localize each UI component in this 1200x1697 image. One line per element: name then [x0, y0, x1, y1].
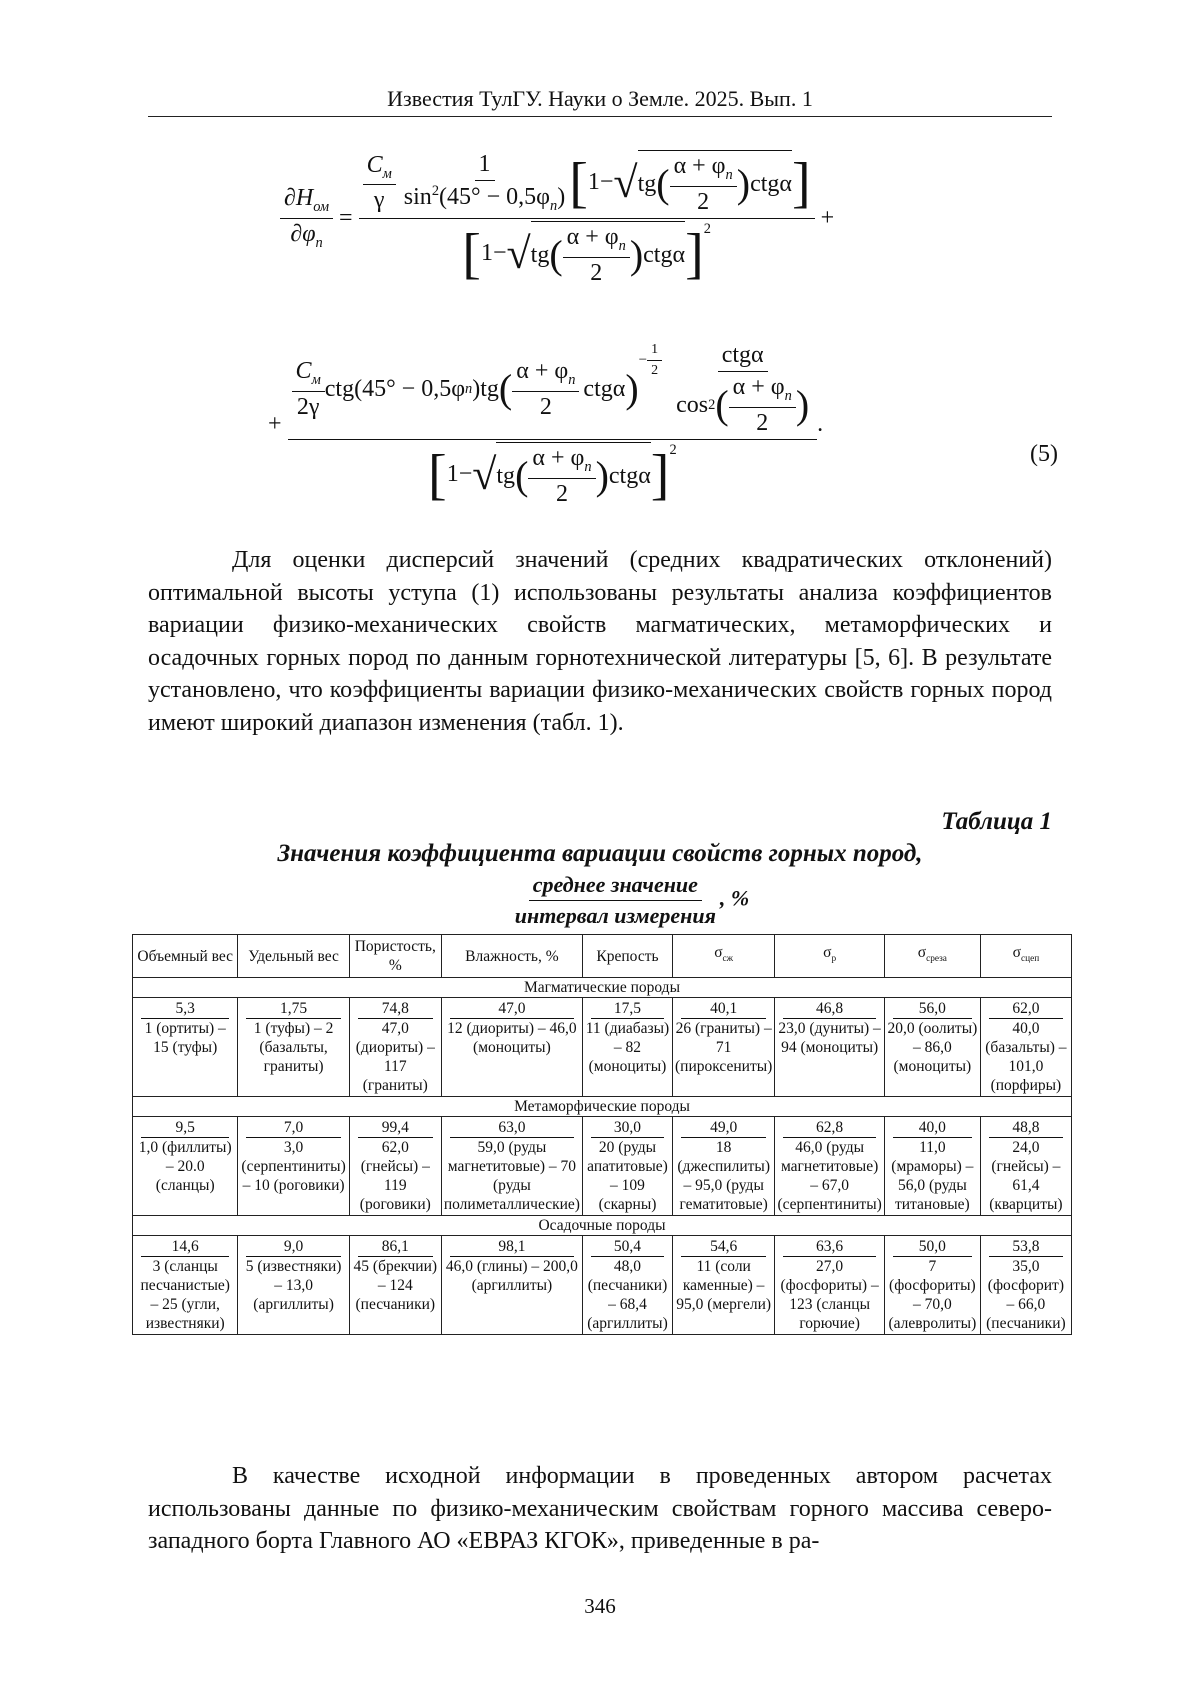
page-number: 346	[584, 1594, 616, 1618]
mean-value: 30,0	[591, 1118, 664, 1138]
column-header: $\sigma_{среза}$	[884, 935, 980, 978]
mean-value: 62,8	[783, 1118, 876, 1138]
mean-value: 99,4	[358, 1118, 433, 1138]
table-cell	[441, 998, 582, 1097]
table-cell	[238, 1117, 349, 1216]
column-header: Объемный вес	[133, 935, 238, 978]
mean-value: 46,8	[783, 999, 876, 1019]
table-cell	[673, 1236, 775, 1335]
table-cell	[775, 1117, 885, 1216]
rock-group-label: Осадочные породы	[133, 1216, 1072, 1236]
range-value: 26 (граниты) – 71 (пироксениты)	[675, 1020, 773, 1075]
table-row	[133, 998, 1072, 1097]
range-value: 18 (джеспилиты) – 95,0 (руды гематитовые)	[677, 1139, 770, 1213]
range-value: 62,0 (гнейсы) – 119 (роговики)	[359, 1139, 431, 1213]
range-value: 1 (туфы) – 2 (базальты, граниты)	[253, 1020, 334, 1075]
main-fraction-1: $\frac{C_м}{\gamma}$ $\frac{1}{\sin^2(45^\circ - 0,5\varphi_n)}$ [ 1− √ tg ( $\frac{\alpha + \varphi_n}{2}$ ) ctgα ] [ 1− √ tg ( $\frac{\alpha + \varphi_n}{2}$ ) ctgα ] $^2$	[359, 150, 815, 287]
mean-value: 63,6	[783, 1237, 876, 1257]
range-value: 3,0 (серпентиниты) – 10 (роговики)	[241, 1139, 346, 1194]
table-cell	[349, 1236, 441, 1335]
mean-value: 40,1	[681, 999, 766, 1019]
cm-over-gamma: $\frac{C_м}{\gamma}$	[363, 152, 396, 215]
table-title: Значения коэффициента вариации свойств горных пород,	[277, 840, 923, 867]
mean-value: 98,1	[450, 1237, 574, 1257]
range-value: 12 (диориты) – 46,0 (моноциты)	[447, 1020, 577, 1056]
table-cell	[582, 1117, 672, 1216]
range-value: 1 (ортиты) – 15 (туфы)	[144, 1020, 226, 1056]
table-cell	[238, 1236, 349, 1335]
table-cell	[582, 1236, 672, 1335]
range-value: 59,0 (руды магнетитовые) – 70 (руды полиметаллические)	[443, 1139, 580, 1213]
table-cell	[582, 998, 672, 1097]
table-cell	[441, 1236, 582, 1335]
range-value: 46,0 (руды магнетитовые) – 67,0 (серпентиниты)	[777, 1139, 882, 1213]
range-value: 5 (известняки) – 13,0 (аргиллиты)	[245, 1258, 342, 1313]
mean-value: 56,0	[893, 999, 972, 1019]
mean-value: 14,6	[141, 1237, 229, 1257]
running-head: Известия ТулГУ. Науки о Земле. 2025. Вып. 1	[387, 86, 813, 111]
mean-value: 74,8	[358, 999, 433, 1019]
range-value: 11 (диабазы) – 82 (моноциты)	[585, 1020, 670, 1075]
range-value: 7 (фосфориты) – 70,0 (алевролиты)	[888, 1258, 977, 1332]
mean-value: 62,0	[989, 999, 1063, 1019]
equation-line-1: $\frac{\partial H_{ом}}{\partial\varphi_n}$ = $\frac{C_м}{\gamma}$ $\frac{1}{\sin^2(45^\circ - 0,5\varphi_n)}$ [ 1− √ tg ( $\frac{\alpha + \varphi_n}{2}$ ) ctgα ] [ 1− √ tg ( $\frac{\alpha + \varphi_n}{2}$ ) ctgα ] $^2$ +	[280, 150, 834, 287]
group-header-row	[133, 1097, 1072, 1117]
range-value: 47,0 (диориты) – 117 (граниты)	[355, 1020, 435, 1094]
range-value: 1,0 (филлиты) – 20.0 (сланцы)	[138, 1139, 232, 1194]
column-header: Пористость, %	[349, 935, 441, 978]
range-value: 27,0 (фосфориты) – 123 (сланцы горючие)	[780, 1258, 879, 1332]
mean-value: 9,5	[141, 1118, 229, 1138]
range-value: 11 (соли каменные) – 95,0 (мергели)	[676, 1258, 772, 1313]
table-cell	[775, 1236, 885, 1335]
column-header: $\sigma_{сцеп}$	[980, 935, 1071, 978]
table-cell	[349, 1117, 441, 1216]
table-row	[133, 1117, 1072, 1216]
header-rule	[148, 116, 1052, 117]
table-cell	[980, 1236, 1071, 1335]
mean-value: 50,4	[591, 1237, 664, 1257]
mean-value: 53,8	[989, 1237, 1063, 1257]
group-header-row	[133, 1216, 1072, 1236]
mean-value: 9,0	[246, 1237, 340, 1257]
table-cell	[884, 1236, 980, 1335]
table-cell	[349, 998, 441, 1097]
table-header-row	[133, 935, 1072, 978]
table-subtitle: $\frac{\text{среднее значение}}{\text{интервал измерения}}$ , %	[514, 872, 750, 928]
table-cell	[884, 998, 980, 1097]
range-value: 20,0 (оолиты) – 86,0 (моноциты)	[887, 1020, 978, 1075]
rock-group-label: Магматические породы	[133, 978, 1072, 998]
range-value: 48,0 (песчаники) – 68,4 (аргиллиты)	[587, 1258, 668, 1332]
table-cell	[980, 998, 1071, 1097]
column-header: Удельный вес	[238, 935, 349, 978]
range-value: 40,0 (базальты) – 101,0 (порфиры)	[985, 1020, 1067, 1094]
table-cell	[133, 998, 238, 1097]
range-value: 23,0 (дуниты) – 94 (моноциты)	[778, 1020, 881, 1056]
equation-5	[268, 150, 920, 575]
mean-value: 17,5	[591, 999, 664, 1019]
paragraph-2-text: В качестве исходной информации в проведенных автором расчетах использованы данные по физико-механическим свойствам горного массива северо-западного борта Главного АО «ЕВРАЗ КГОК», приведенные в ра-	[148, 1463, 1052, 1555]
one-over-sin: $\frac{1}{\sin^2(45^\circ - 0,5\varphi_n)}$	[403, 151, 566, 214]
lhs-fraction: $\frac{\partial H_{ом}}{\partial\varphi_n}$	[280, 185, 333, 252]
range-value: 35,0 (фосфорит) – 66,0 (песчаники)	[986, 1258, 1066, 1332]
range-value: 45 (брекчии) – 124 (песчаники)	[353, 1258, 438, 1313]
mean-value: 54,6	[681, 1237, 766, 1257]
mean-value: 50,0	[893, 1237, 972, 1257]
range-value: 46,0 (глины) – 200,0 (аргиллиты)	[445, 1258, 578, 1294]
mean-value: 1,75	[246, 999, 340, 1019]
mean-value: 7,0	[246, 1118, 340, 1138]
equation-number: (5)	[1030, 441, 1058, 467]
column-header: Крепость	[582, 935, 672, 978]
mean-value: 47,0	[450, 999, 574, 1019]
equation-line-2: + $\frac{C_м}{2\gamma}$ ctg(45° − 0,5φ n )tg ( $\frac{\alpha + \varphi_n}{2}$ ctgα ) $^{- \frac{1}{2}}$ ctgα cos 2 ( $\frac{\alpha + \varphi_n}{2}$ ) [ 1− √ tg ( $\frac{\alpha + \varphi_n}{2}$ ) ctgα ] $^2$ .	[268, 342, 824, 507]
group-header-row	[133, 978, 1072, 998]
main-fraction-2: $\frac{C_м}{2\gamma}$ ctg(45° − 0,5φ n )tg ( $\frac{\alpha + \varphi_n}{2}$ ctgα ) $^{- \frac{1}{2}}$ ctgα cos 2 ( $\frac{\alpha + \varphi_n}{2}$ ) [ 1− √ tg ( $\frac{\alpha + \varphi_n}{2}$ ) ctgα ] $^2$	[288, 342, 818, 508]
column-header: Влажность, %	[441, 935, 582, 978]
table-cell	[775, 998, 885, 1097]
range-value: 3 (сланцы песчанистые) – 25 (угли, известняки)	[140, 1258, 230, 1332]
mean-value: 49,0	[681, 1118, 766, 1138]
mean-value: 63,0	[450, 1118, 574, 1138]
column-header: $\sigma_р$	[775, 935, 885, 978]
sqrt-term: √ tg ( $\frac{\alpha + \varphi_n}{2}$ ) ctgα	[613, 150, 792, 216]
paragraph-1-text: Для оценки дисперсий значений (средних квадратических отклонений) оптимальной высоты уступа (1) использованы результаты анализа коэффициентов вариации физико-механических свойств магматических, метаморфических и осадочных горных пород по данным горнотехнической литературы [5, 6]. В результате установлено, что коэффициенты вариации физико-механических свойств горных пород имеют широкий диапазон изменения (табл. 1).	[148, 547, 1052, 736]
table-cell	[980, 1117, 1071, 1216]
column-header: $\sigma_{сж}$	[673, 935, 775, 978]
rock-properties-table	[132, 934, 1072, 1335]
table-cell	[673, 998, 775, 1097]
table-row	[133, 1236, 1072, 1335]
paragraph-2	[148, 1460, 1052, 1558]
table-cell	[133, 1117, 238, 1216]
rock-group-label: Метаморфические породы	[133, 1097, 1072, 1117]
table-cell	[441, 1117, 582, 1216]
mean-value: 40,0	[893, 1118, 972, 1138]
range-value: 11,0 (мраморы) – 56,0 (руды титановые)	[891, 1139, 974, 1213]
mean-value: 48,8	[989, 1118, 1063, 1138]
table-cell	[884, 1117, 980, 1216]
range-value: 24,0 (гнейсы) – 61,4 (кварциты)	[989, 1139, 1063, 1213]
table-cell	[133, 1236, 238, 1335]
mean-value: 5,3	[141, 999, 229, 1019]
table-cell	[673, 1117, 775, 1216]
mean-value: 86,1	[358, 1237, 433, 1257]
table-label: Таблица 1	[941, 808, 1052, 835]
table-cell	[238, 998, 349, 1097]
range-value: 20 (руды апатитовые) – 109 (скарны)	[587, 1139, 668, 1213]
paragraph-1	[148, 544, 1052, 740]
